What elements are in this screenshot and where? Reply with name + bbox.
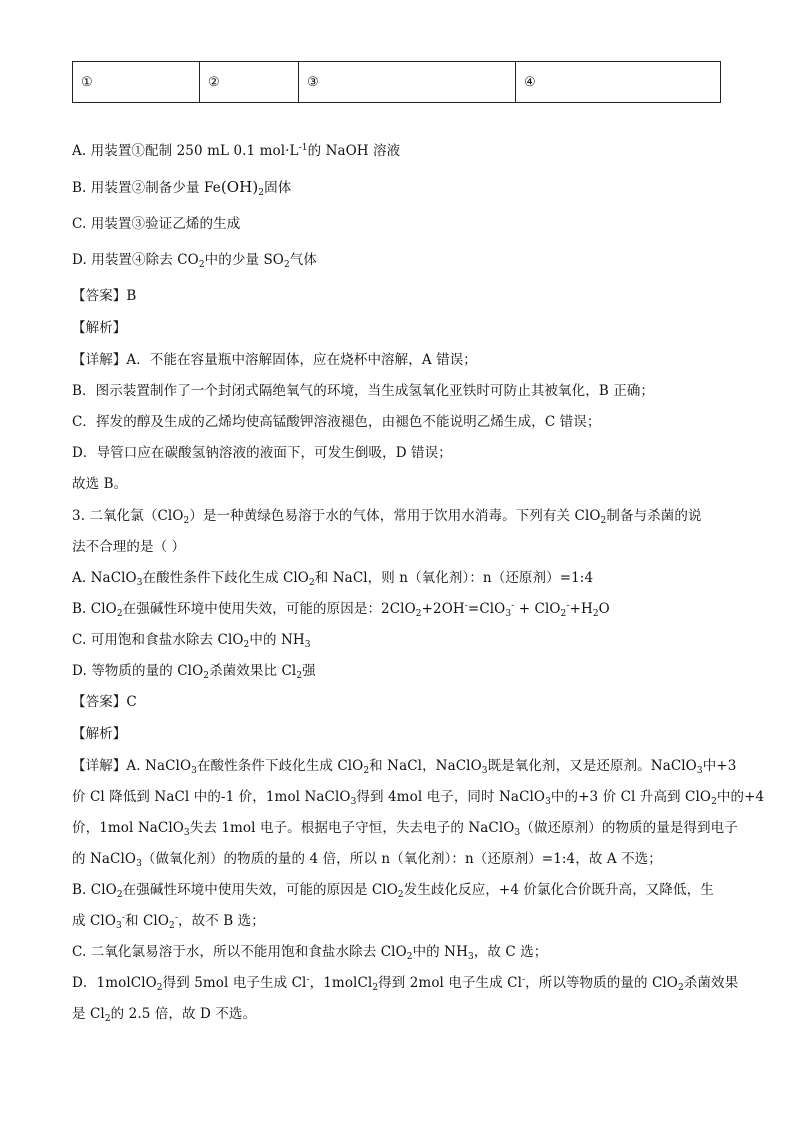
device-cell-4: ④ bbox=[516, 62, 721, 103]
q3-detail-line3: 价，1mol NaClO$_3$失去 1mol 电子。根据电子守恒，失去电子的 NaClO$_3$（做还原剂）的物质的量是得到电子 bbox=[72, 820, 738, 838]
q3-detail-line7: C. 二氧化氯易溶于水，所以不能用饱和食盐水除去 ClO$_2$中的 $NH_3$，故 C 选； bbox=[72, 944, 548, 962]
q3-option-c: C. 可用饱和食盐水除去 ClO$_2$中的 $NH_3$ bbox=[72, 632, 311, 650]
device-table bbox=[72, 61, 721, 103]
q3-detail-line9: 是 $Cl_2$的 2.5 倍，故 D 不选。 bbox=[72, 1006, 257, 1024]
q3-stem-line1: 3. 二氧化氯（ClO$_2$）是一种黄绿色易溶于水的气体，常用于饮用水消毒。下列有关 ClO$_2$制备与杀菌的说 bbox=[72, 508, 702, 526]
q2-detail-a: 【详解】A．不能在容量瓶中溶解固体，应在烧杯中溶解，A 错误； bbox=[72, 352, 477, 368]
device-cell-1: ① bbox=[73, 62, 200, 103]
q3-detail-line2: 价 Cl 降低到 NaCl 中的-1 价，1mol NaClO$_3$得到 4mol 电子，同时 NaClO$_3$中的+3 价 Cl 升高到 ClO$_2$中的+4 bbox=[72, 789, 765, 807]
q2-option-b: B. 用装置②制备少量 $Fe(OH)_2$固体 bbox=[72, 178, 292, 198]
q3-stem-line2: 法不合理的是（ ） bbox=[72, 539, 186, 555]
q2-answer: 【答案】B bbox=[72, 288, 137, 304]
q3-detail-line6: 成 ClO$_3$-和 ClO$_2$-，故不 B 选； bbox=[72, 913, 265, 931]
q2-conclusion: 故选 B。 bbox=[72, 476, 128, 492]
q2-detail-d: D．导管口应在碳酸氢钠溶液的液面下，可发生倒吸，D 错误； bbox=[72, 445, 452, 461]
q3-option-a: A. NaClO$_3$在酸性条件下歧化生成 ClO$_2$和 NaCl，则 n（氧化剂）：n（还原剂）=1:4 bbox=[72, 570, 594, 588]
q3-detail-line5: B. ClO$_2$在强碱性环境中使用失效，可能的原因是 ClO$_2$发生歧化反应，+4 价氯化合价既升高，又降低，生 bbox=[72, 882, 714, 900]
q2-option-c: C. 用装置③验证乙烯的生成 bbox=[72, 216, 241, 232]
q2-option-d: D. 用装置④除去 $CO_2$中的少量 $SO_2$气体 bbox=[72, 252, 317, 270]
q3-analysis-label: 【解析】 bbox=[72, 726, 127, 742]
device-cell-3: ③ bbox=[299, 62, 516, 103]
q2-detail-c: C．挥发的醇及生成的乙烯均使高锰酸钾溶液褪色，由褪色不能说明乙烯生成，C 错误； bbox=[72, 414, 601, 430]
q2-option-a: A. 用装置①配制 250 mL 0.1 $mol\cdot L^{-1}$的 NaOH 溶液 bbox=[72, 143, 401, 159]
q3-detail-line4: 的 NaClO$_3$（做氧化剂）的物质的量的 4 倍，所以 n（氧化剂）：n（还原剂）=1:4，故 A 不选； bbox=[72, 851, 662, 869]
q3-option-d: D. 等物质的量的 ClO$_2$杀菌效果比 $Cl_2$强 bbox=[72, 663, 316, 681]
q2-detail-b: B．图示装置制作了一个封闭式隔绝氧气的环境，当生成氢氧化亚铁时可防止其被氧化，B 正确； bbox=[72, 383, 655, 399]
q3-answer: 【答案】C bbox=[72, 694, 137, 710]
q2-analysis-label: 【解析】 bbox=[72, 320, 127, 336]
q3-detail-line8: D．1molClO$_2$得到 5mol 电子生成 Cl-，1molCl$_2$得到 2mol 电子生成 Cl-，所以等物质的量的 ClO$_2$杀菌效果 bbox=[72, 975, 739, 993]
q3-detail-line1: 【详解】A. NaClO$_3$在酸性条件下歧化生成 ClO$_2$和 NaCl，NaClO$_3$既是氧化剂，又是还原剂。NaClO$_3$中+3 bbox=[72, 758, 737, 776]
q3-option-b: B. ClO$_2$在强碱性环境中使用失效，可能的原因是：$2ClO_2+2OH^-=ClO_3^- + ClO_2^-+H_2O$ bbox=[72, 601, 610, 619]
device-cell-2: ② bbox=[200, 62, 299, 103]
